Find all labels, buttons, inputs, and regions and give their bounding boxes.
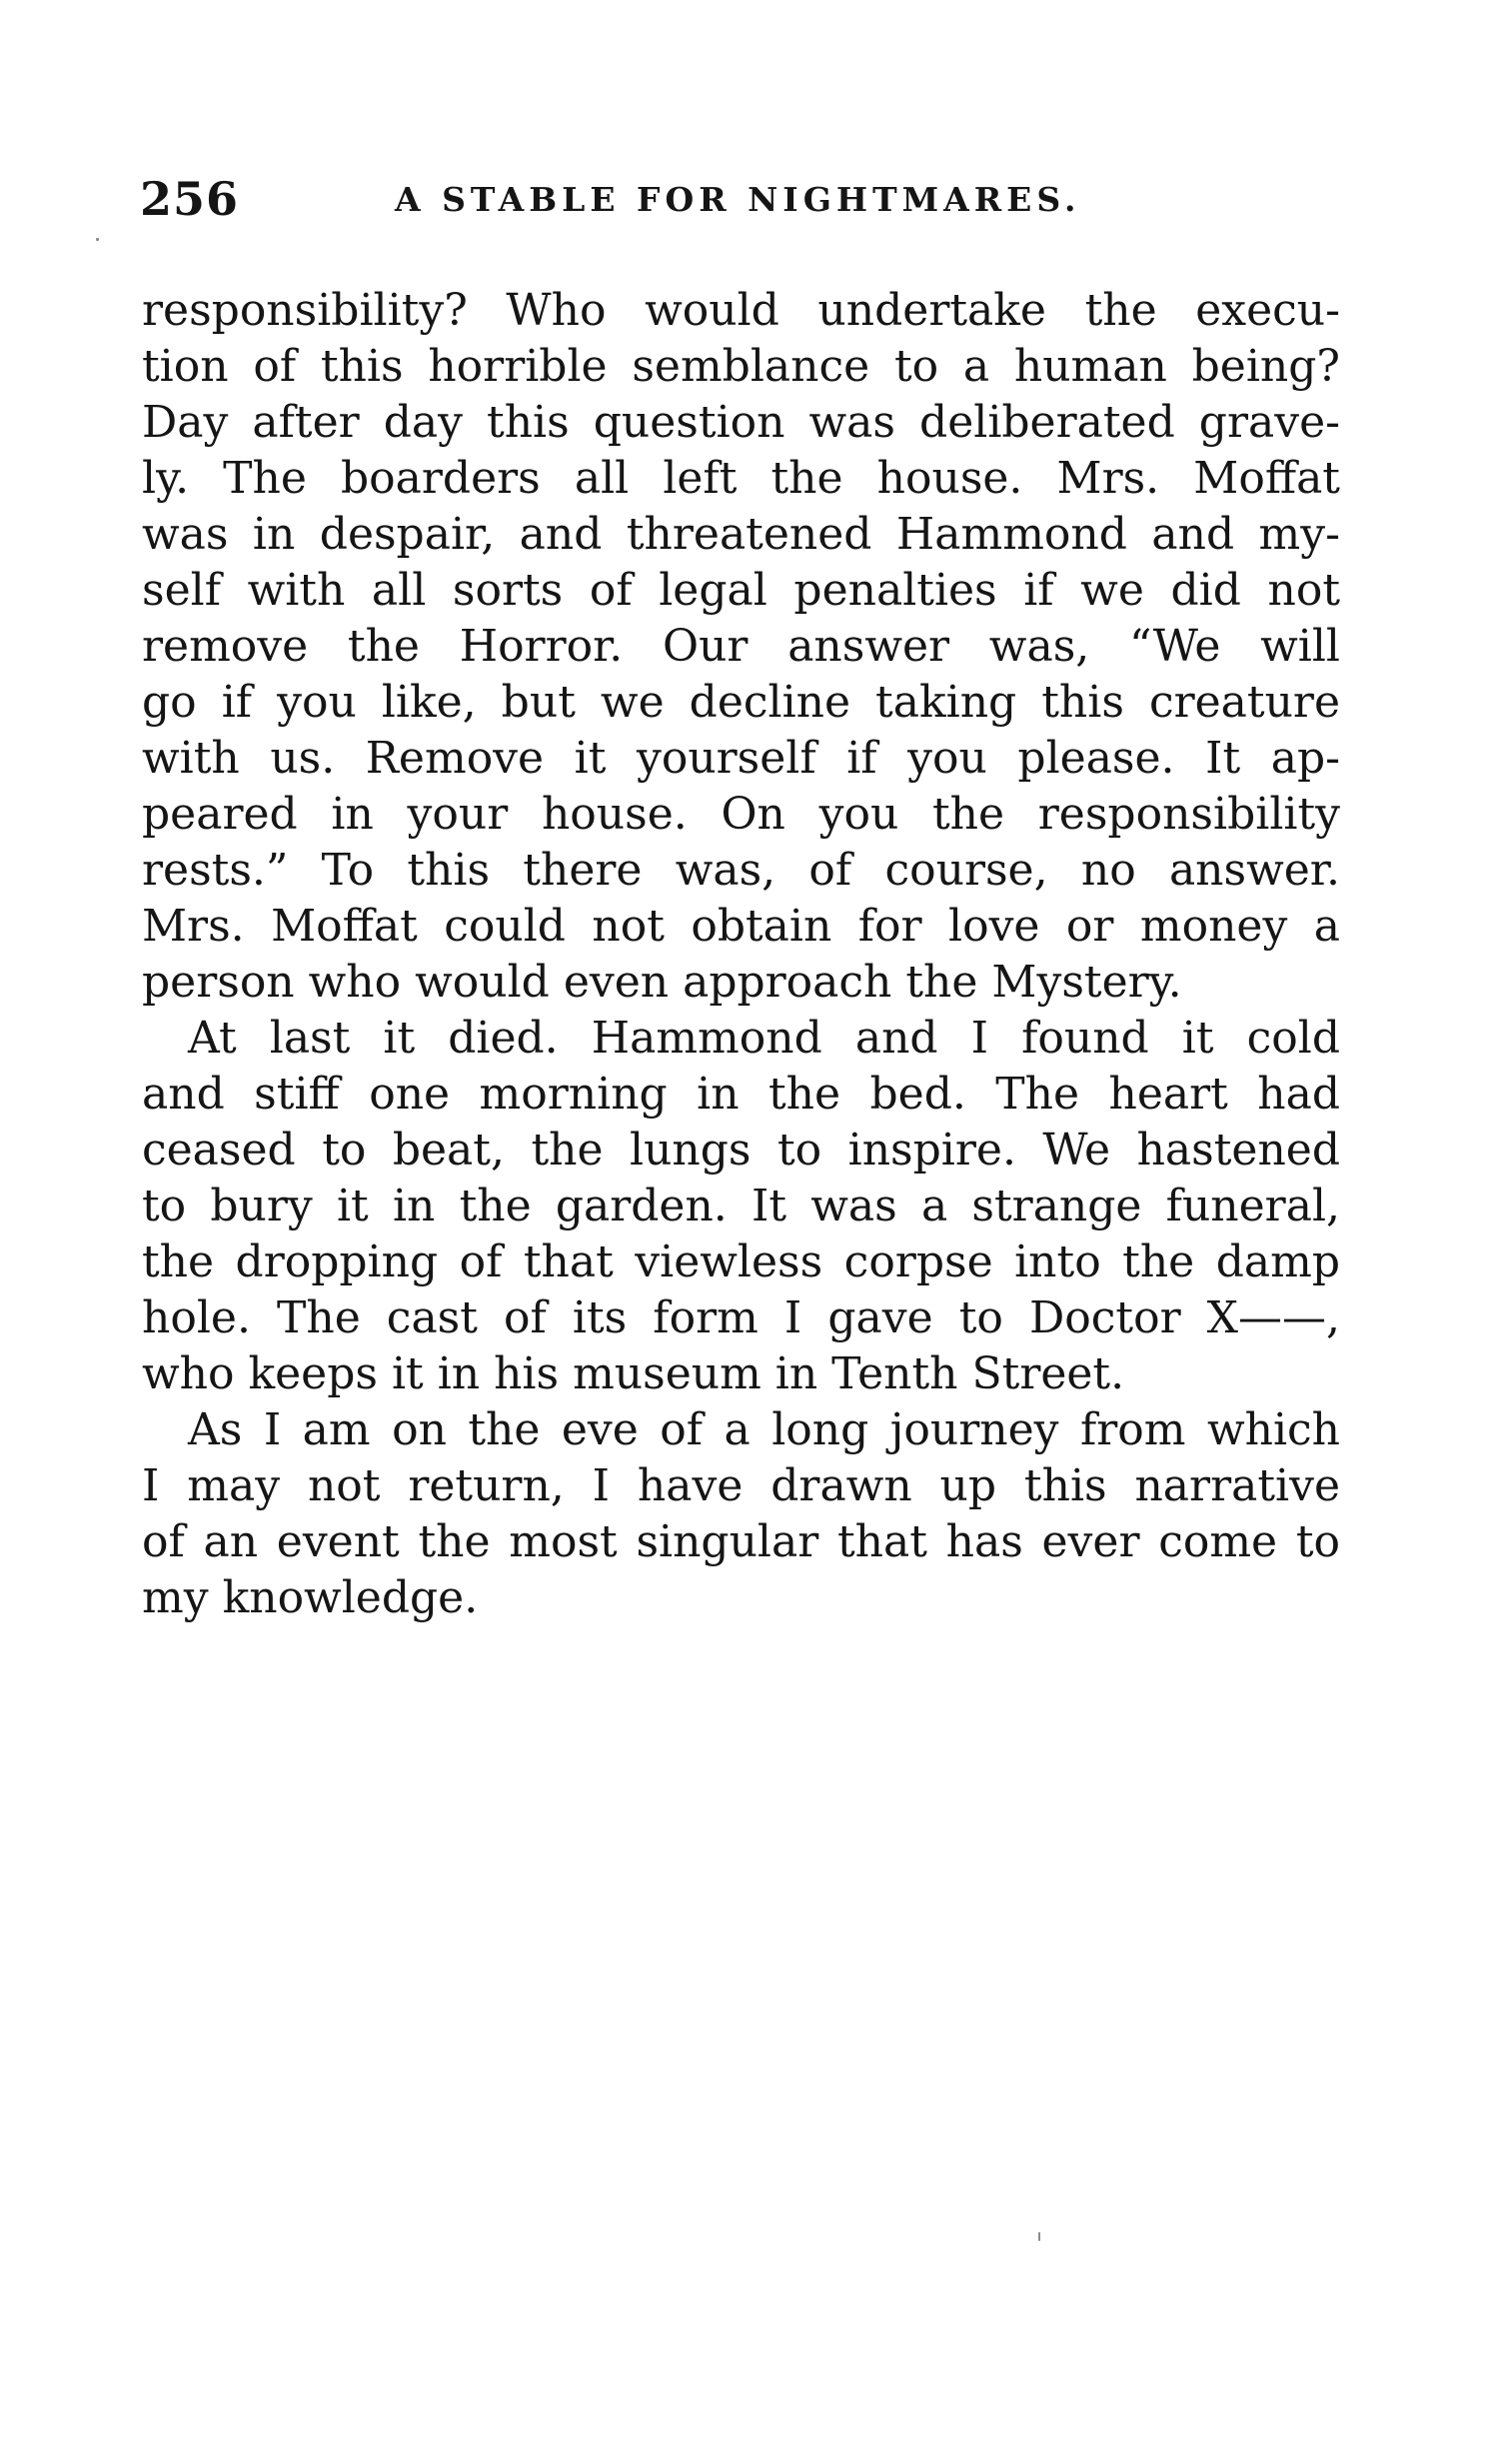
text-line: and stiff one morning in the bed. The heart had bbox=[142, 1069, 1340, 1120]
text-line: person who would even approach the Mystery. bbox=[142, 957, 1182, 1008]
text-line: remove the Horror. Our answer was, “We will bbox=[142, 621, 1340, 672]
print-speck bbox=[1038, 2232, 1040, 2241]
running-head: A STABLE FOR NIGHTMARES. bbox=[395, 180, 1081, 219]
body-text bbox=[142, 283, 1340, 1626]
text-line: ly. The boarders all left the house. Mrs. Moffat bbox=[142, 453, 1340, 504]
text-line: tion of this horrible semblance to a human being? bbox=[142, 341, 1340, 392]
text-line: my knowledge. bbox=[142, 1572, 479, 1623]
paragraph bbox=[142, 283, 1340, 1011]
text-line: with us. Remove it yourself if you please. It ap- bbox=[142, 733, 1340, 784]
text-line: hole. The cast of its form I gave to Doctor X——, bbox=[142, 1292, 1340, 1343]
text-line: was in despair, and threatened Hammond and my- bbox=[142, 509, 1340, 560]
text-line: Mrs. Moffat could not obtain for love or money a bbox=[142, 901, 1340, 952]
text-line: As I am on the eve of a long journey from which bbox=[188, 1404, 1340, 1455]
page-header bbox=[140, 172, 1139, 232]
text-line: the dropping of that viewless corpse into the damp bbox=[142, 1236, 1340, 1287]
text-line: Day after day this question was deliberated grave- bbox=[142, 397, 1340, 448]
text-line: ceased to beat, the lungs to inspire. We hastened bbox=[142, 1125, 1340, 1176]
text-line: to bury it in the garden. It was a strange funeral, bbox=[142, 1181, 1340, 1231]
text-line: responsibility? Who would undertake the execu- bbox=[142, 285, 1340, 336]
text-line: go if you like, but we decline taking this creature bbox=[142, 677, 1340, 728]
text-line: I may not return, I have drawn up this narrative bbox=[142, 1460, 1340, 1511]
paragraph bbox=[142, 1011, 1340, 1402]
print-speck bbox=[96, 238, 99, 241]
text-line: At last it died. Hammond and I found it cold bbox=[188, 1013, 1340, 1064]
text-line: peared in your house. On you the responsibility bbox=[142, 789, 1340, 840]
text-line: who keeps it in his museum in Tenth Street. bbox=[142, 1348, 1125, 1399]
text-line: rests.” To this there was, of course, no answer. bbox=[142, 845, 1340, 896]
page-number: 256 bbox=[140, 172, 240, 226]
text-line: of an event the most singular that has ever come to bbox=[142, 1516, 1340, 1567]
paragraph bbox=[142, 1402, 1340, 1626]
text-line: self with all sorts of legal penalties if we did not bbox=[142, 565, 1340, 616]
